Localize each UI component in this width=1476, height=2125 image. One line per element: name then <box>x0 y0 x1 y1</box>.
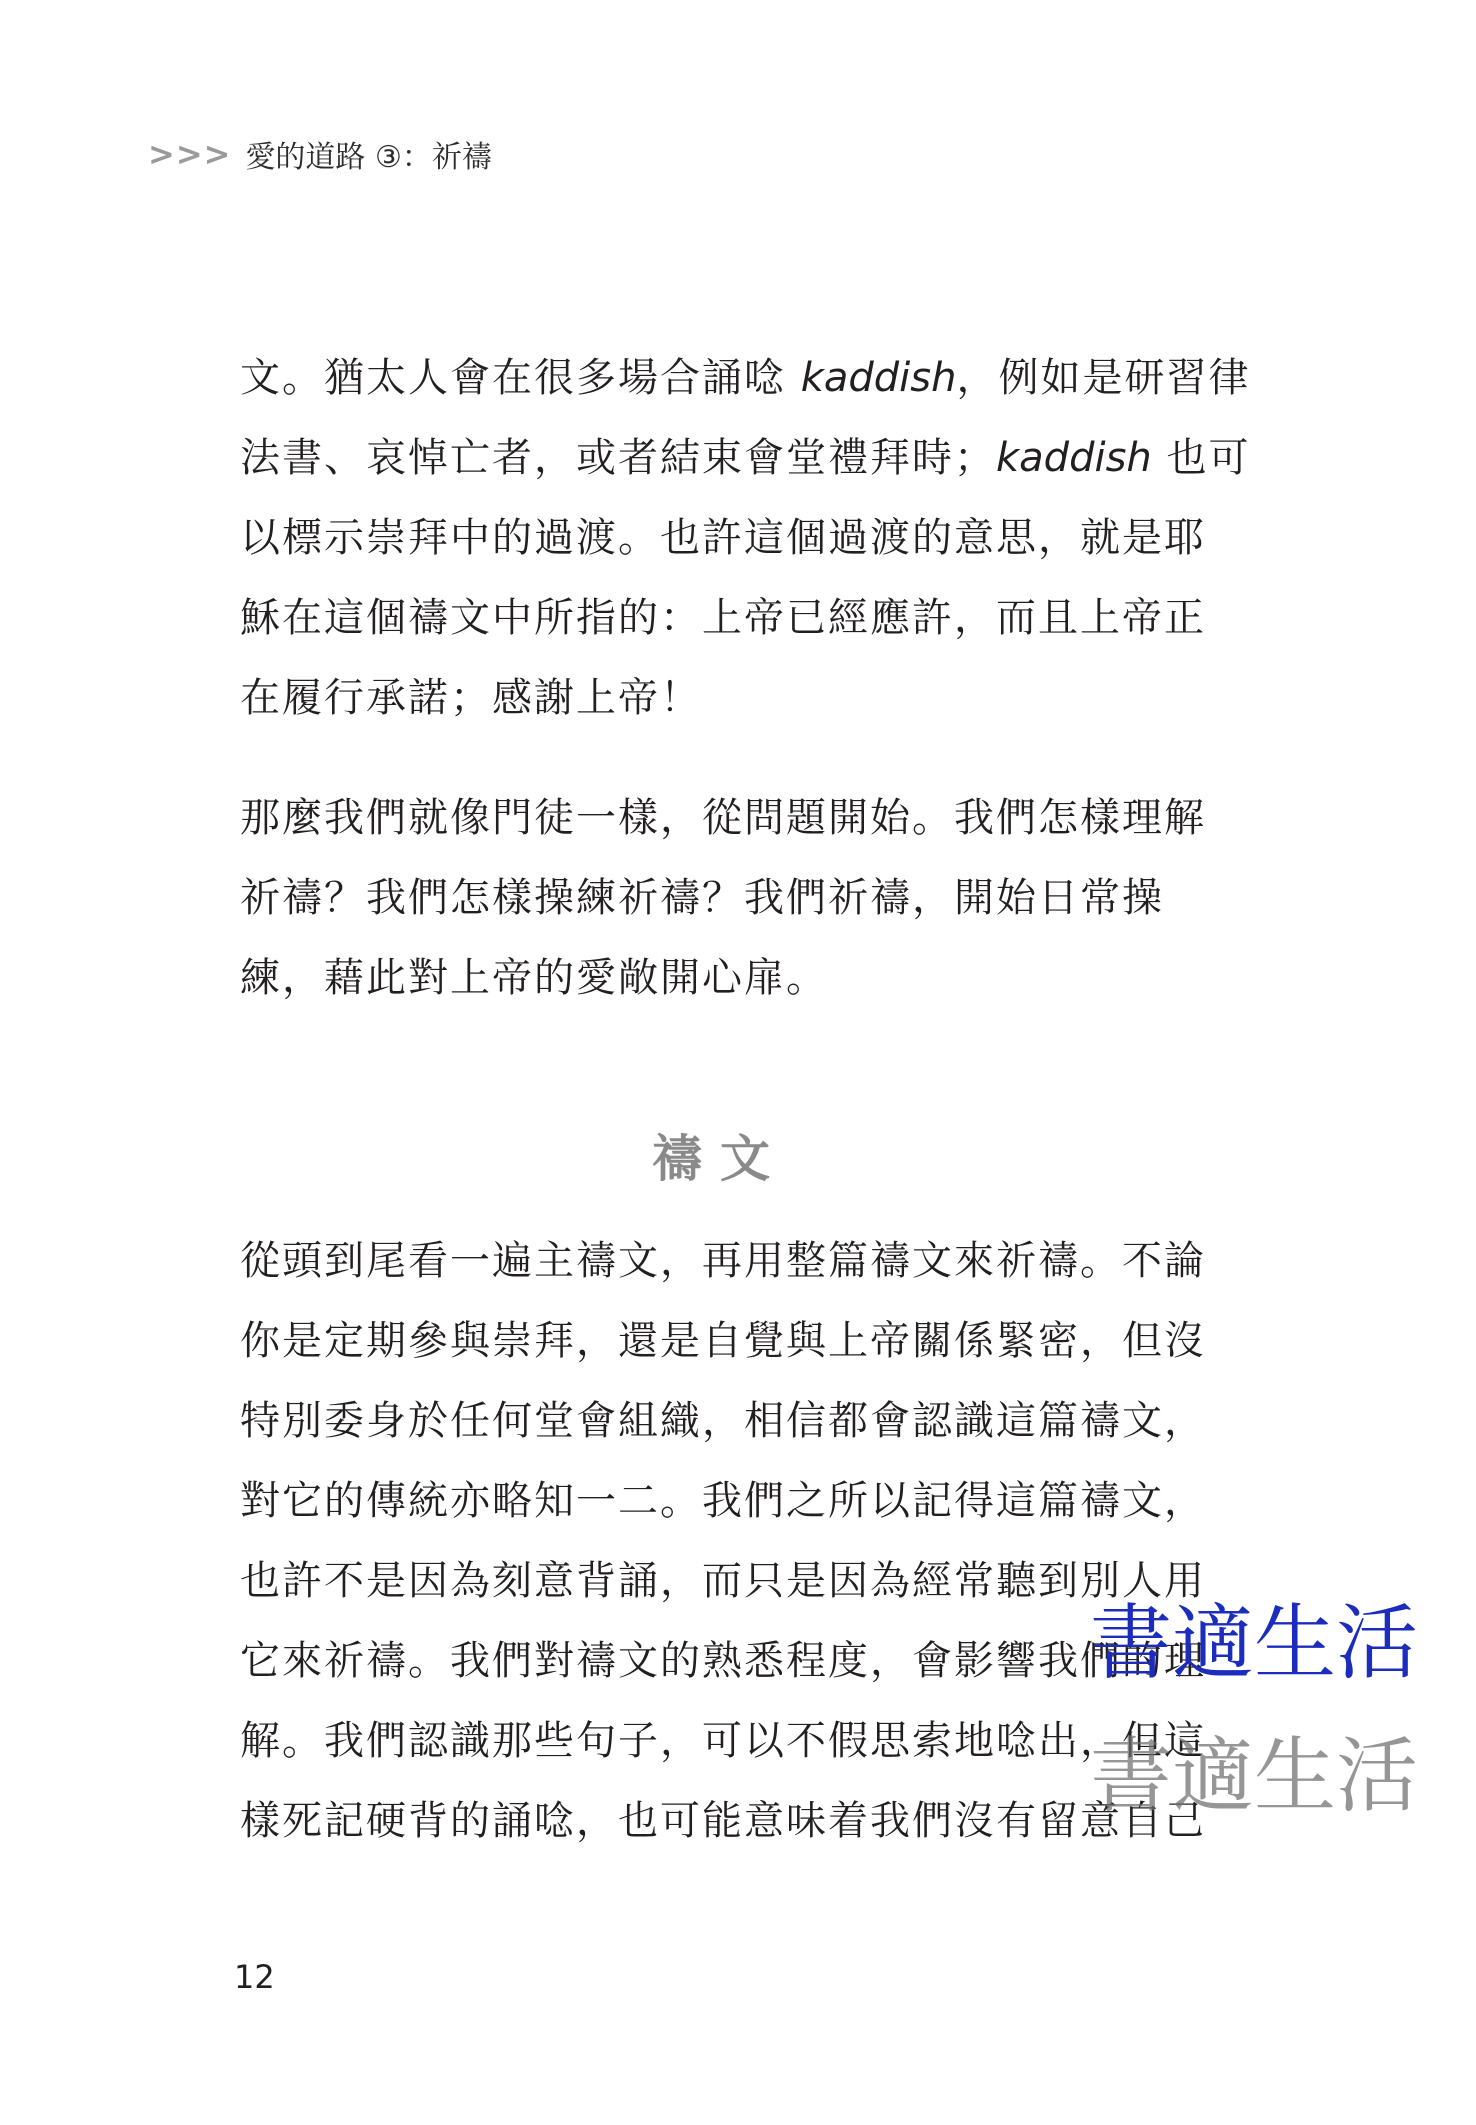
paragraph-line: 對它的傳統亦略知一二。我們之所以記得這篇禱文， <box>240 1478 1206 1524</box>
paragraph-line: 樣死記硬背的誦唸，也可能意味着我們沒有留意自己 <box>240 1798 1206 1844</box>
paragraph-1 <box>240 338 1251 738</box>
watermark-secondary: 書適生活 <box>1090 1729 1419 1824</box>
paragraph-line: 練，藉此對上帝的愛敞開心扉。 <box>240 955 828 1001</box>
paragraph-line: 文。猶太人會在很多場合誦唸 kaddish，例如是研習律 <box>240 355 1251 401</box>
paragraph-line: 它來祈禱。我們對禱文的熟悉程度，會影響我們的理 <box>240 1638 1206 1684</box>
watermark-primary: 書適生活 <box>1090 1596 1419 1691</box>
italic-term: kaddish <box>800 355 957 401</box>
section-heading: 禱文 <box>652 1130 788 1188</box>
header-arrows-icon: >>> <box>148 135 232 173</box>
italic-term: kaddish <box>996 435 1152 481</box>
paragraph-line: 特別委身於任何堂會組織，相信都會認識這篇禱文， <box>240 1398 1206 1444</box>
page-number: 12 <box>234 1958 275 1996</box>
paragraph-line: 那麼我們就像門徒一樣，從問題開始。我們怎樣理解 <box>240 795 1206 841</box>
paragraph-line: 也許不是因為刻意背誦，而只是因為經常聽到別人用 <box>240 1558 1206 1604</box>
paragraph-line: 穌在這個禱文中所指的：上帝已經應許，而且上帝正 <box>240 595 1206 641</box>
paragraph-2 <box>240 778 1206 1018</box>
paragraph-line: 在履行承諾；感謝上帝！ <box>240 675 702 721</box>
paragraph-3 <box>240 1221 1206 1861</box>
paragraph-line: 從頭到尾看一遍主禱文，再用整篇禱文來祈禱。不論 <box>240 1238 1206 1284</box>
paragraph-line: 祈禱？我們怎樣操練祈禱？我們祈禱，開始日常操 <box>240 875 1164 921</box>
running-header <box>148 132 492 176</box>
paragraph-line: 你是定期參與崇拜，還是自覺與上帝關係緊密，但沒 <box>240 1318 1206 1364</box>
paragraph-line: 解。我們認識那些句子，可以不假思索地唸出，但這 <box>240 1718 1206 1764</box>
header-title: 愛的道路 ③：祈禱 <box>245 140 492 175</box>
paragraph-line: 法書、哀悼亡者，或者結束會堂禮拜時；kaddish 也可 <box>240 435 1251 481</box>
paragraph-line: 以標示崇拜中的過渡。也許這個過渡的意思，就是耶 <box>240 515 1206 561</box>
